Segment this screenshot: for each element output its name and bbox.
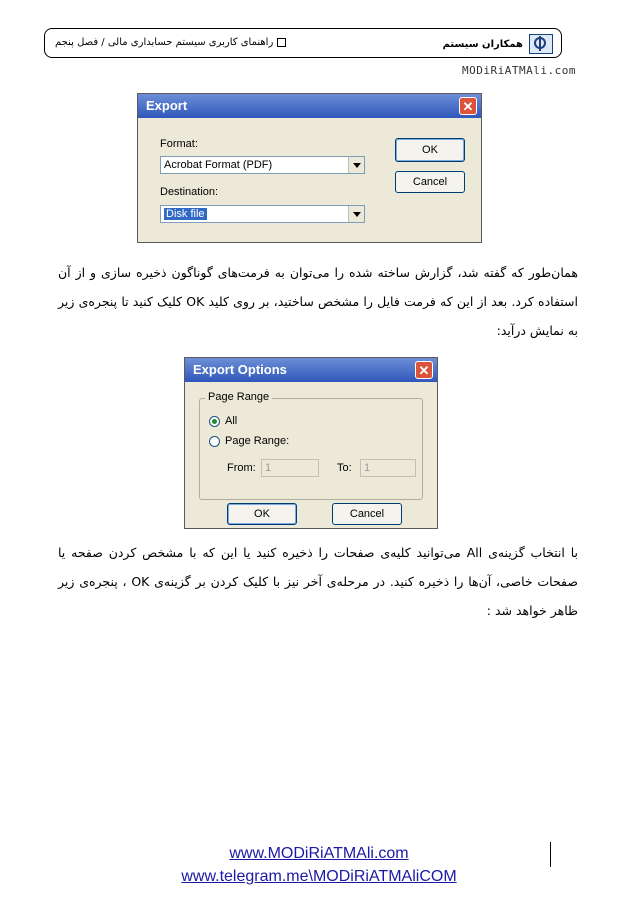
radio-page-range[interactable] xyxy=(209,436,220,447)
to-field[interactable]: 1 xyxy=(360,459,416,477)
chevron-down-icon[interactable] xyxy=(348,157,364,173)
export-options-title: Export Options xyxy=(193,362,287,377)
footer-link-1 xyxy=(0,845,638,863)
chapter-title-text: راهنمای کاربری سیستم حسابداری مالی / فصل پنجم xyxy=(55,37,274,48)
radio-all[interactable] xyxy=(209,416,220,427)
to-label: To: xyxy=(337,462,352,474)
paragraph-1: همان‌طور که گفته شد، گزارش ساخته شده را می‌توان به فرمت‌های گوناگون ذخیره سازی و از آن استفاده کرد. بعد از این که فرمت فایل را مشخص ساختید، بر روی کلید OK کلیک کنید تا پنجره‌ی زیر به نمایش درآید: xyxy=(58,265,578,338)
radio-all-label[interactable]: All xyxy=(225,415,238,427)
site-url: MODiRiATMAli.com xyxy=(462,64,576,77)
ok-button[interactable]: OK xyxy=(227,503,297,525)
close-icon[interactable]: ✕ xyxy=(415,361,433,379)
ok-button[interactable]: OK xyxy=(395,138,465,162)
footer-link-telegram[interactable]: www.telegram.me\MODiRiATMAliCOM xyxy=(181,868,457,885)
checkbox-icon xyxy=(277,38,286,47)
company-logo-icon xyxy=(529,34,553,54)
chevron-down-icon[interactable] xyxy=(348,206,364,222)
page-range-group xyxy=(199,398,423,500)
from-field[interactable]: 1 xyxy=(261,459,319,477)
export-dialog-title: Export xyxy=(146,98,188,113)
from-label: From: xyxy=(227,462,256,474)
cancel-button[interactable]: Cancel xyxy=(395,171,465,193)
export-options-titlebar xyxy=(185,358,437,382)
destination-select[interactable] xyxy=(160,205,365,223)
destination-label: Destination: xyxy=(160,186,219,198)
footer-link-site[interactable]: www.MODiRiATMAli.com xyxy=(229,845,409,862)
brand xyxy=(443,34,553,54)
cancel-button[interactable]: Cancel xyxy=(332,503,402,525)
page-range-legend: Page Range xyxy=(205,391,272,403)
format-select-value: Acrobat Format (PDF) xyxy=(164,159,273,171)
radio-page-range-label[interactable]: Page Range: xyxy=(225,435,290,447)
close-icon[interactable]: ✕ xyxy=(459,97,477,115)
brand-name: همکاران سیستم xyxy=(442,38,523,50)
format-label: Format: xyxy=(160,138,198,150)
chapter-title xyxy=(55,37,286,48)
destination-select-value: Disk file xyxy=(166,208,205,220)
page-header xyxy=(44,28,562,58)
export-options-dialog xyxy=(184,357,438,529)
format-select[interactable] xyxy=(160,156,365,174)
export-dialog xyxy=(137,93,482,243)
export-dialog-titlebar xyxy=(138,94,481,118)
paragraph-2: با انتخاب گزینه‌ی All می‌توانید کلیه‌ی صفحات را ذخیره کنید یا این که با مشخص کردن صفحه یا صفحات خاصی، آن‌ها را ذخیره کنید. در مرحله‌ی آخر نیز با کلیک کردن بر گزینه‌ی OK ، پنجره‌ی زیر ظاهر خواهد شد : xyxy=(58,545,578,618)
footer-link-2 xyxy=(0,868,638,886)
